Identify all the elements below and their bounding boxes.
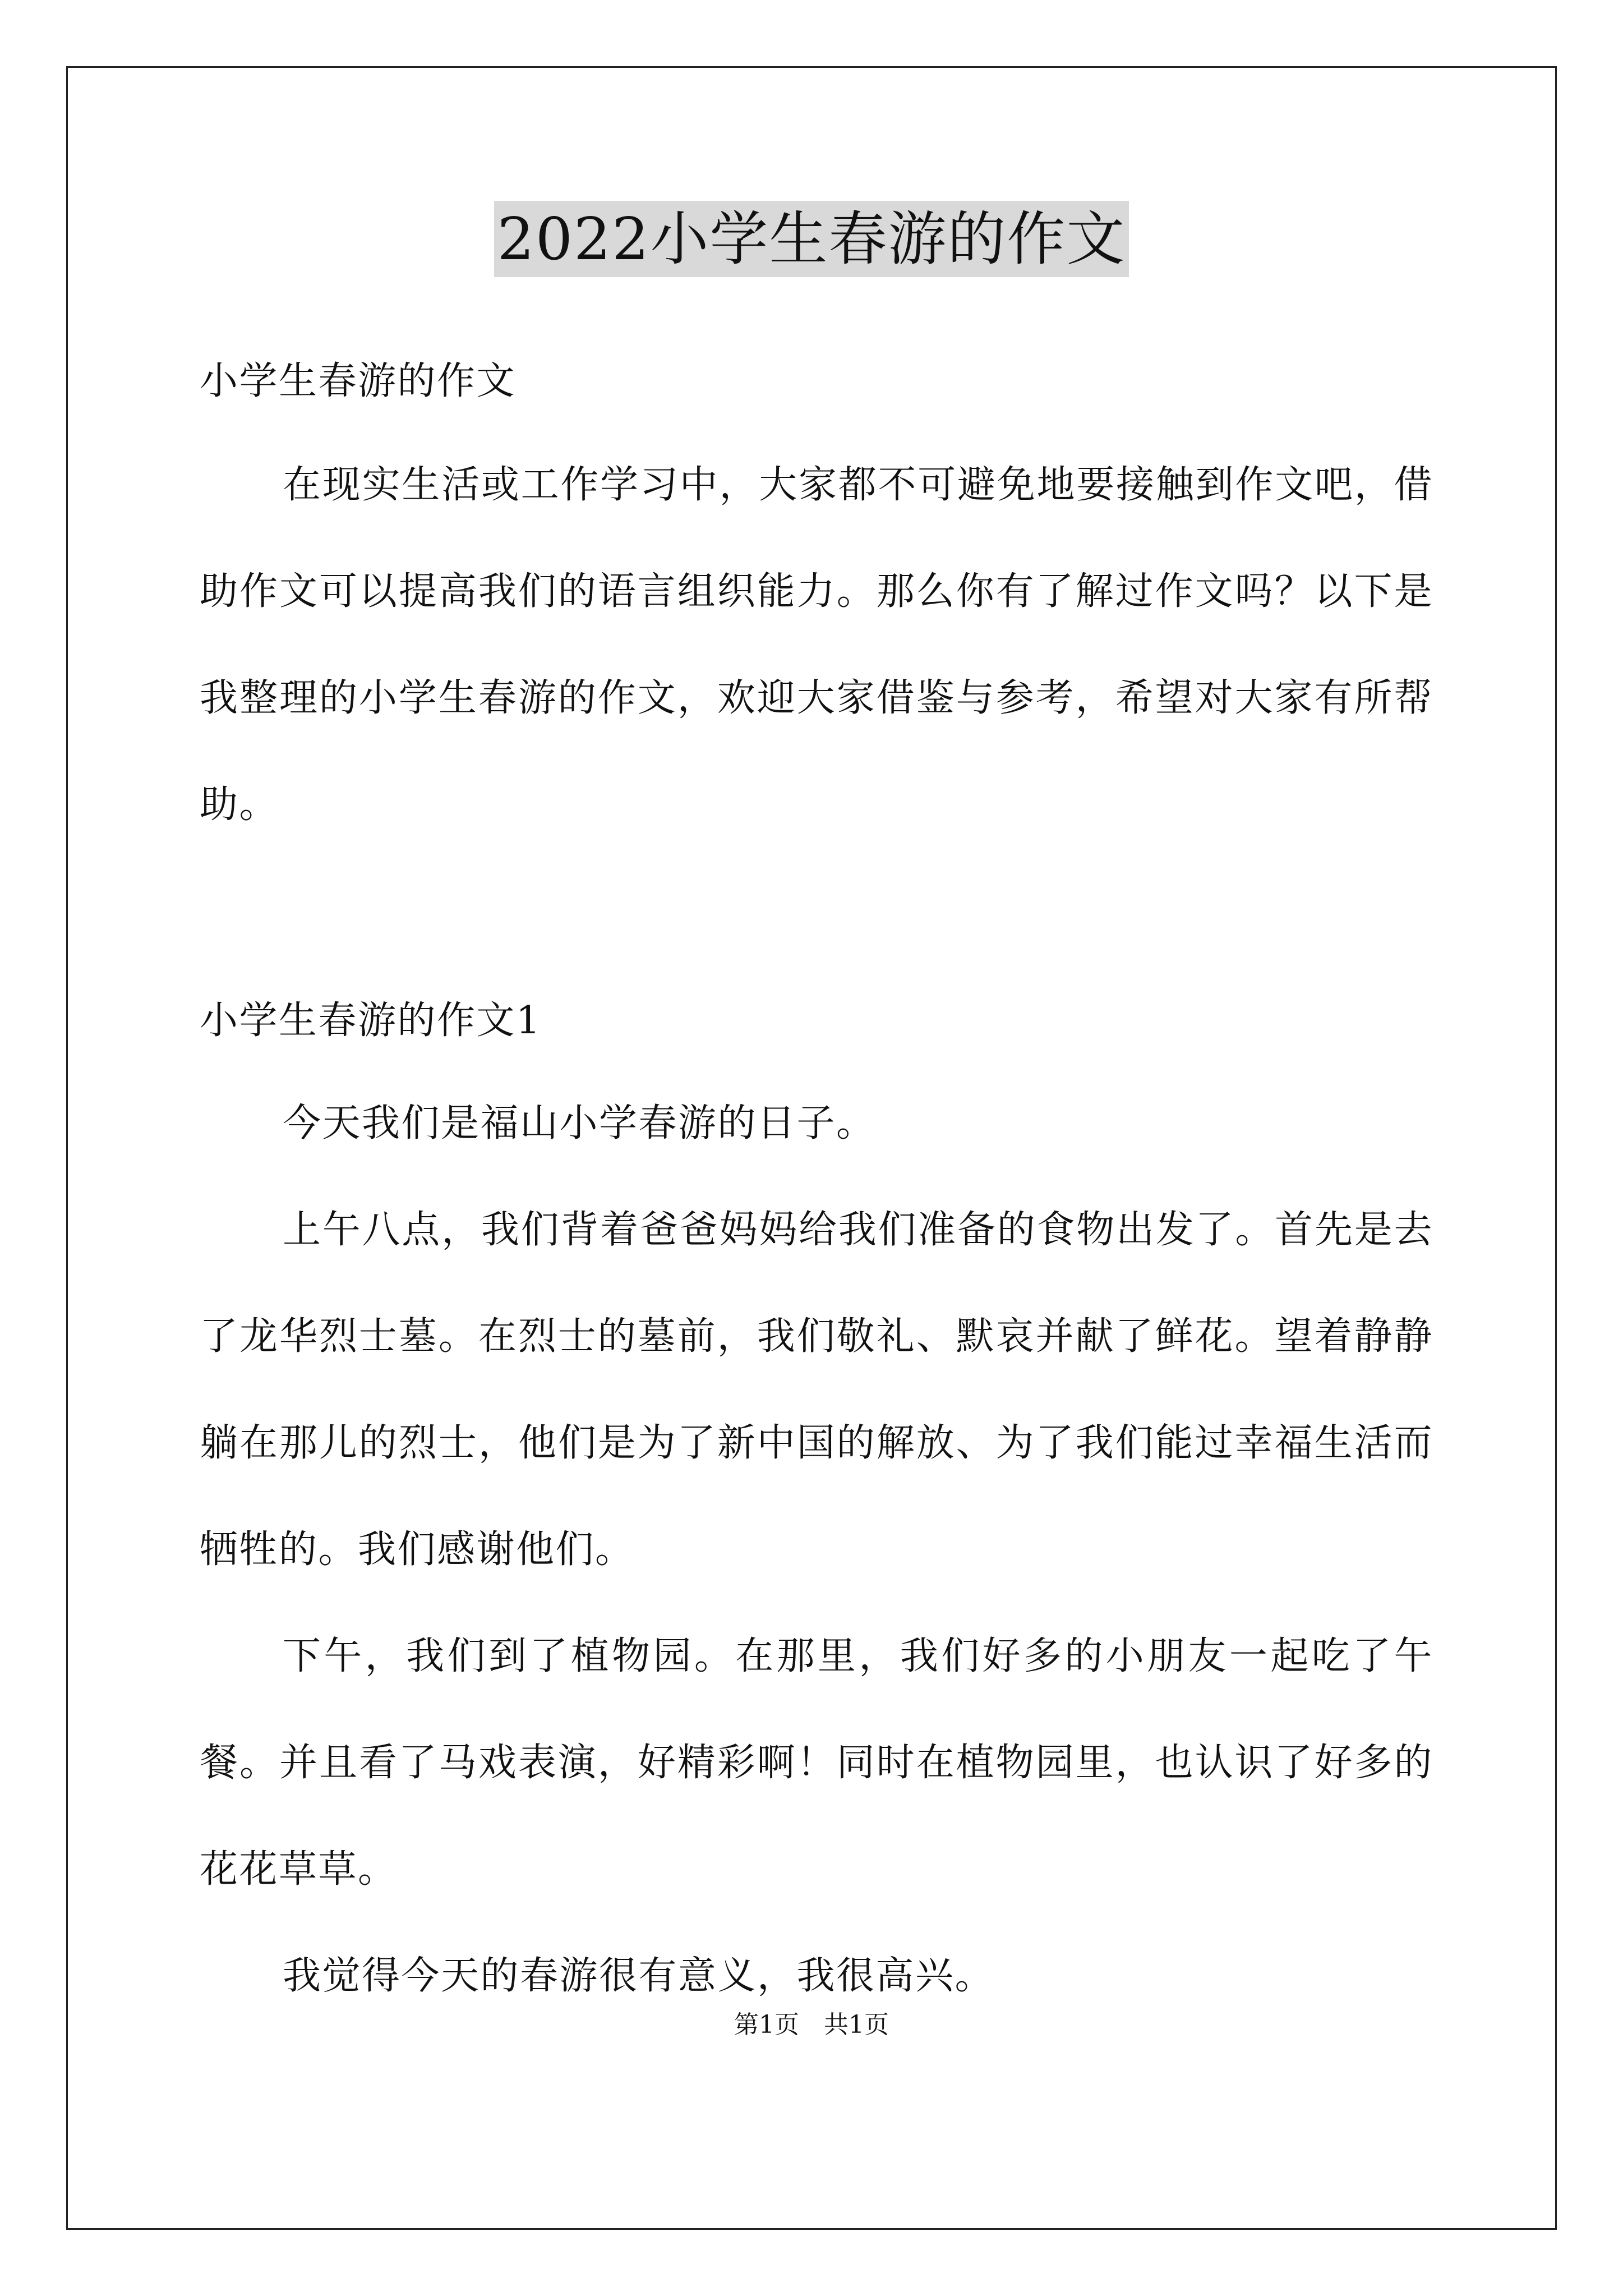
essay-paragraph: 今天我们是福山小学春游的日子。 <box>283 1101 876 1145</box>
title-area <box>0 201 1623 277</box>
essay-paragraph: 下午，我们到了植物园。在那里，我们好多的小朋友一起吃了午餐。并且看了马戏表演，好精彩啊！同时在植物园里，也认识了好多的花花草草。 <box>200 1634 1433 1892</box>
page-footer: 第1页 共1页 <box>734 2010 889 2039</box>
intro-heading: 小学生春游的作文 <box>200 359 517 403</box>
document-title: 2022小学生春游的作文 <box>494 201 1129 277</box>
intro-paragraph: 在现实生活或工作学习中，大家都不可避免地要接触到作文吧，借助作文可以提高我们的语言组织能力。那么你有了解过作文吗？以下是我整理的小学生春游的作文，欢迎大家借鉴与参考，希望对大家有所帮助。 <box>200 463 1433 827</box>
intro-section <box>200 432 1433 858</box>
essay-paragraph: 我觉得今天的春游很有意义，我很高兴。 <box>283 1954 995 1998</box>
essay-body <box>200 1070 1433 2030</box>
essay-heading: 小学生春游的作文1 <box>200 999 542 1043</box>
essay-paragraph: 上午八点，我们背着爸爸妈妈给我们准备的食物出发了。首先是去了龙华烈士墓。在烈士的墓前，我们敬礼、默哀并献了鲜花。望着静静躺在那儿的烈士，他们是为了新中国的解放、为了我们能过幸福生活而牺牲的。我们感谢他们。 <box>200 1208 1433 1572</box>
